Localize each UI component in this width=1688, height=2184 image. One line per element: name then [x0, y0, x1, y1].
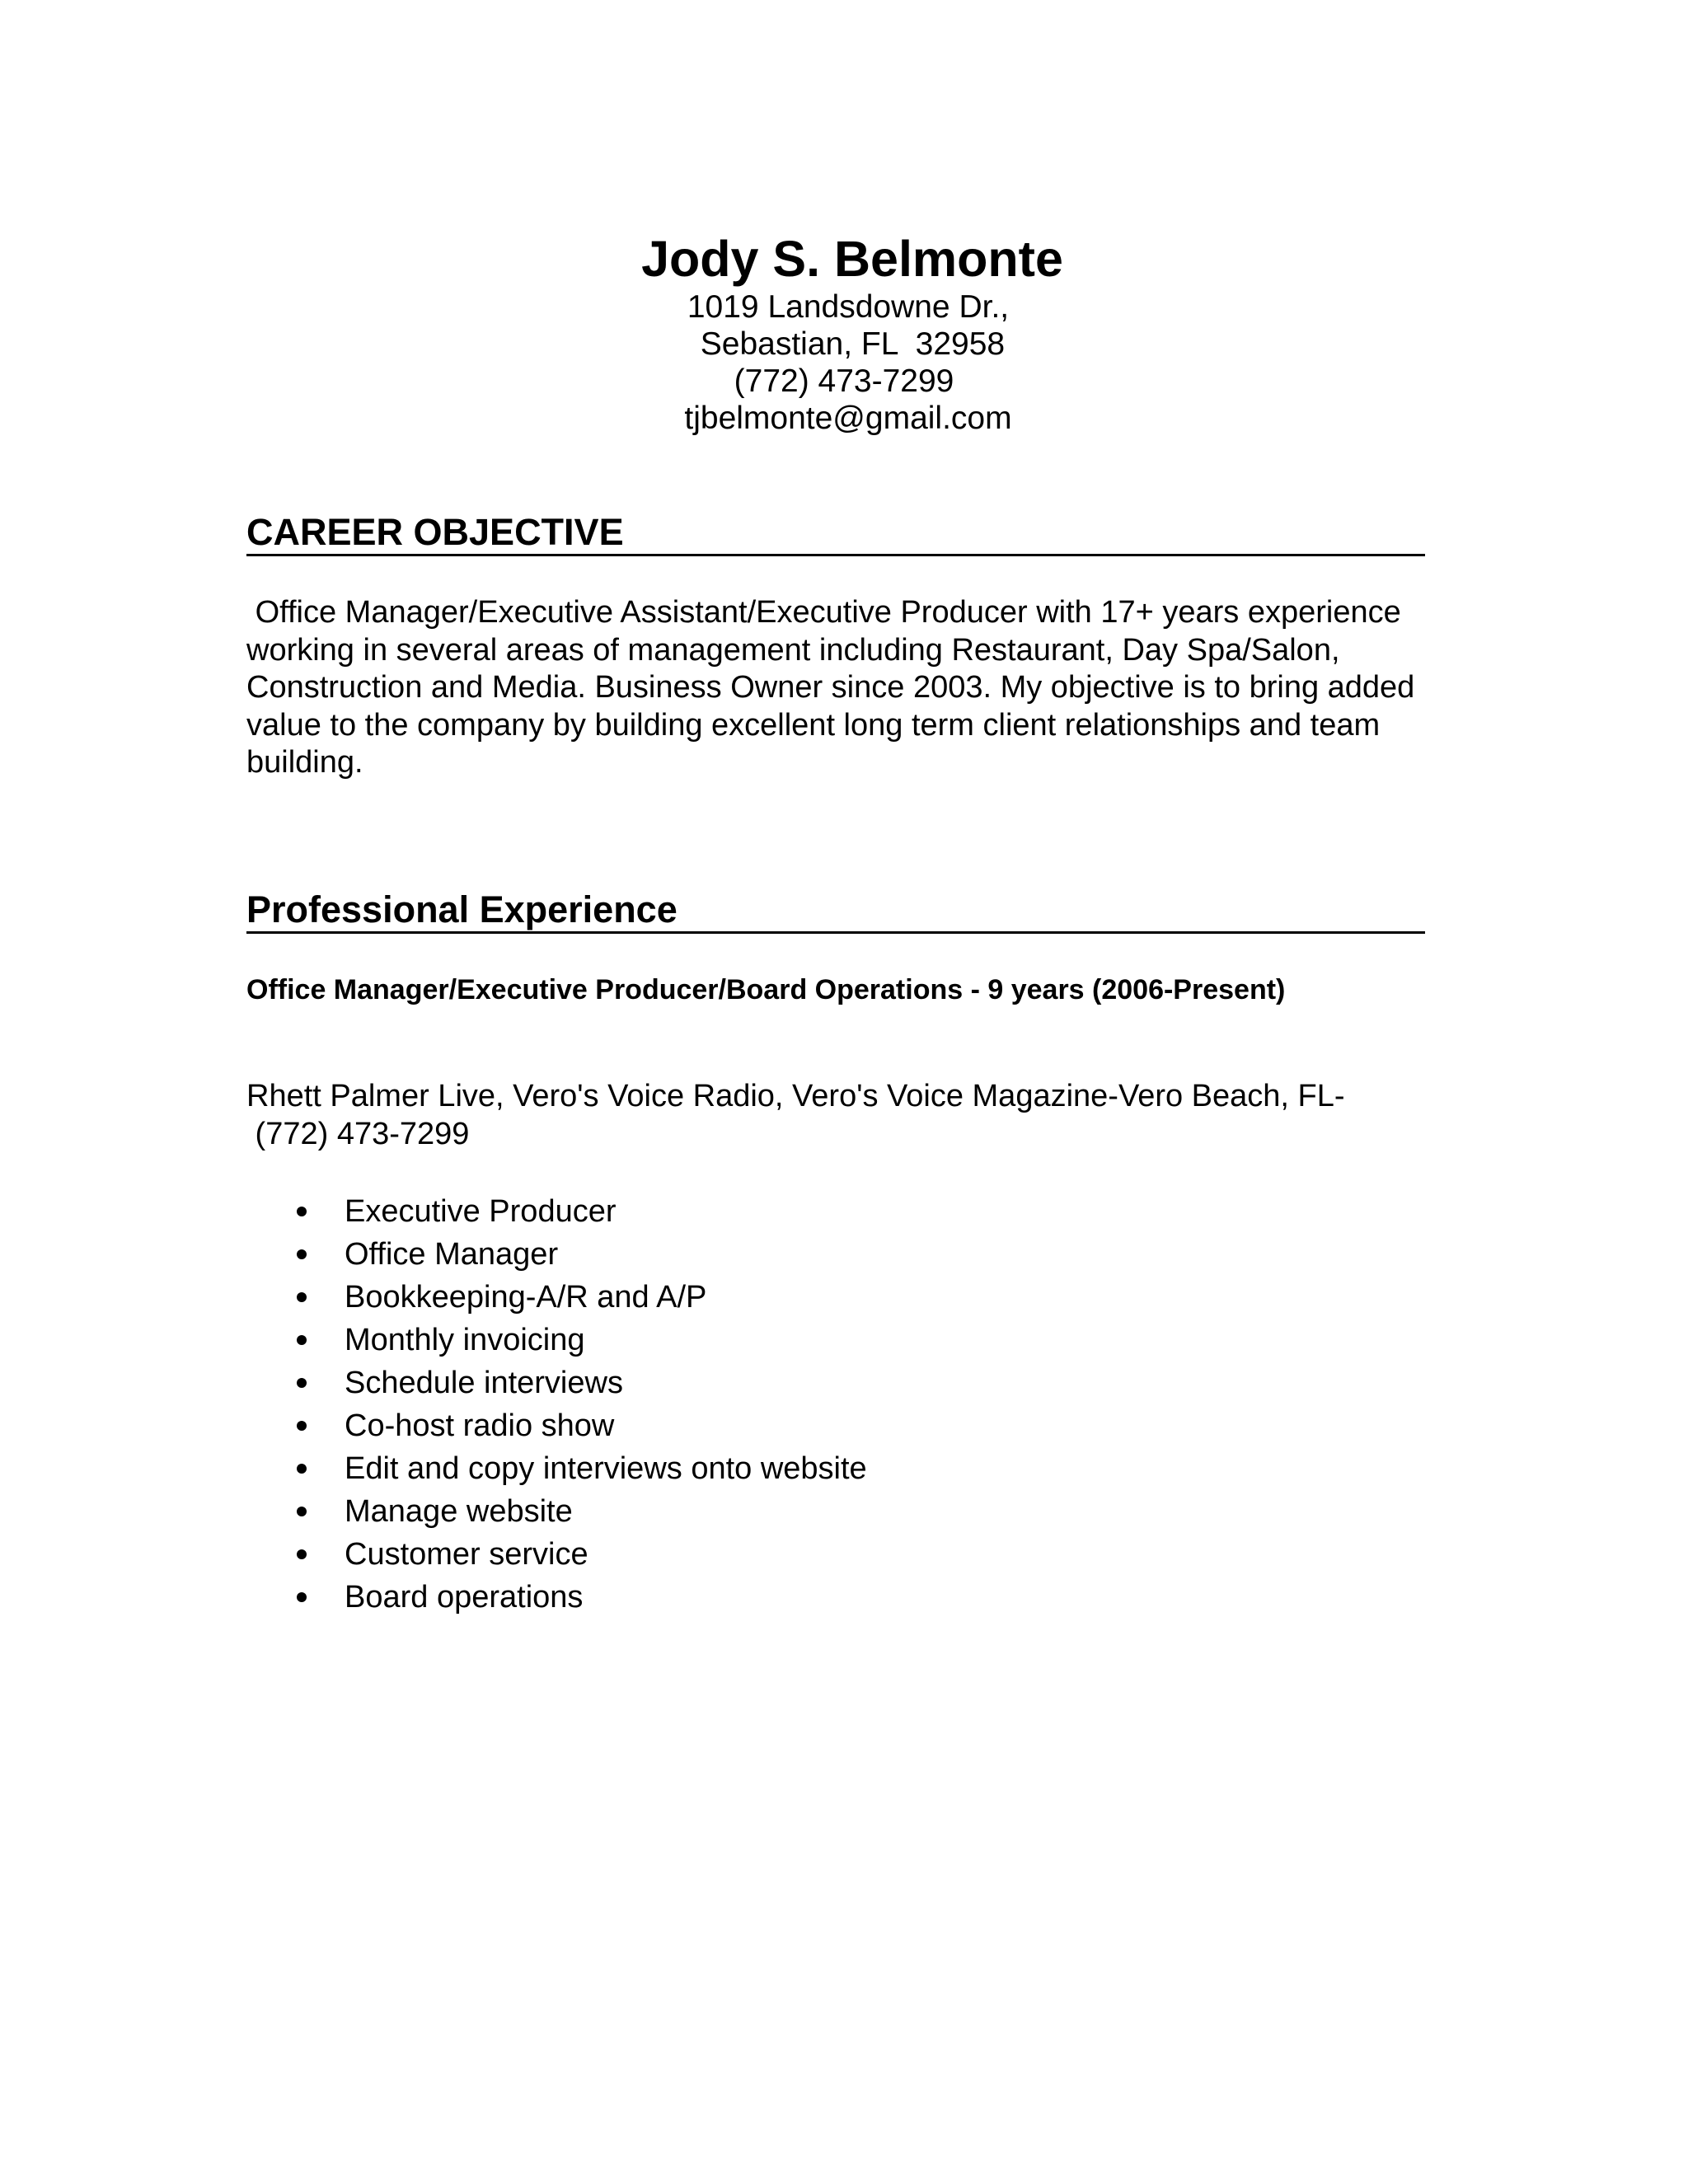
- list-item: [297, 1276, 867, 1319]
- duty-text: Co-host radio show: [345, 1408, 615, 1443]
- bullet-icon: [297, 1249, 307, 1259]
- bullet-icon: [297, 1464, 307, 1474]
- duty-text: Board operations: [345, 1580, 584, 1615]
- duty-text: Monthly invoicing: [345, 1323, 585, 1357]
- employer-line-2: (772) 473-7299: [246, 1117, 470, 1151]
- list-item: [297, 1576, 867, 1619]
- list-item: [297, 1233, 867, 1276]
- list-item: [297, 1490, 867, 1533]
- list-item: [297, 1361, 867, 1404]
- bullet-icon: [297, 1335, 307, 1345]
- bullet-icon: [297, 1421, 307, 1431]
- duty-text: Customer service: [345, 1537, 588, 1572]
- resume-header: [0, 229, 1688, 437]
- employer-info: [246, 1077, 1450, 1153]
- bullet-icon: [297, 1507, 307, 1516]
- employer-line-1: Rhett Palmer Live, Vero's Voice Radio, Vero's Voice Magazine-Vero Beach, FL-: [246, 1079, 1345, 1113]
- duty-text: Manage website: [345, 1494, 573, 1529]
- duty-text: Edit and copy interviews onto website: [345, 1451, 867, 1486]
- duty-text: Bookkeeping-A/R and A/P: [345, 1280, 707, 1315]
- career-objective-heading: CAREER OBJECTIVE: [246, 511, 1425, 556]
- job-title: Office Manager/Executive Producer/Board Operations - 9 years (2006-Present): [246, 974, 1286, 1005]
- bullet-icon: [297, 1378, 307, 1388]
- list-item: [297, 1404, 867, 1447]
- list-item: [297, 1319, 867, 1361]
- duty-text: Schedule interviews: [345, 1366, 623, 1400]
- candidate-name: Jody S. Belmonte: [641, 231, 1063, 287]
- bullet-icon: [297, 1292, 307, 1302]
- list-item: [297, 1447, 867, 1490]
- bullet-icon: [297, 1207, 307, 1216]
- list-item: [297, 1533, 867, 1576]
- bullet-icon: [297, 1592, 307, 1602]
- address-line-2: Sebastian, FL 32958: [691, 326, 1006, 362]
- duties-list: [297, 1190, 867, 1619]
- phone-number: (772) 473-7299: [734, 363, 954, 399]
- bullet-icon: [297, 1549, 307, 1559]
- professional-experience-heading: Professional Experience: [246, 888, 1425, 934]
- career-objective-text: Office Manager/Executive Assistant/Executive Producer with 17+ years experience working in several areas of management including Restaurant, Day Spa/Salon, Construction and Media. Business Owner since 2003. My objective is to bring added value to the company by building excellent long term client relationships and team building.: [246, 595, 1423, 780]
- email-address: tjbelmonte@gmail.com: [684, 401, 1012, 436]
- duty-text: Executive Producer: [345, 1194, 617, 1229]
- duty-text: Office Manager: [345, 1237, 559, 1272]
- address-line-1: 1019 Landsdowne Dr.,: [687, 289, 1010, 325]
- list-item: [297, 1190, 867, 1233]
